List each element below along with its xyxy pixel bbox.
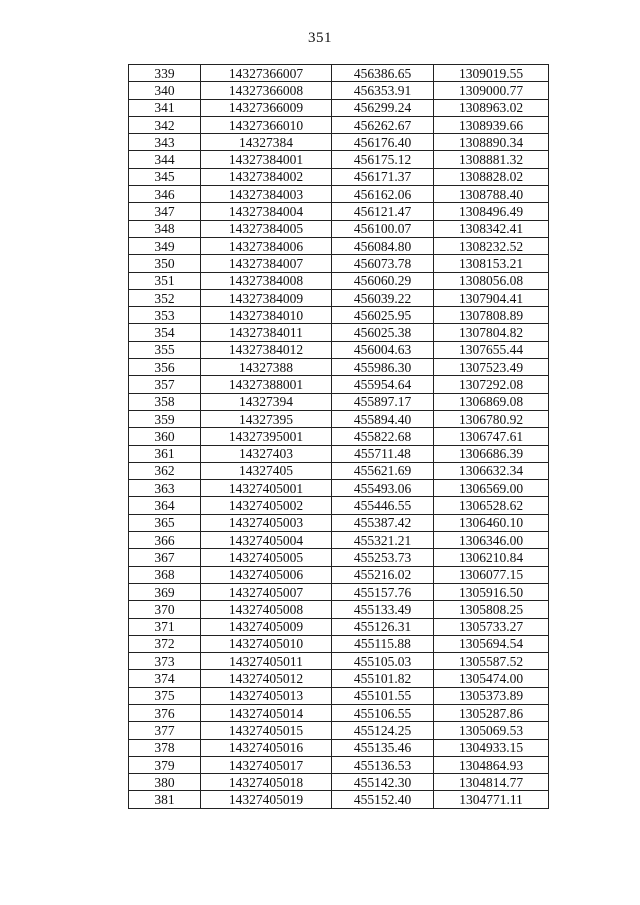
y-coordinate-cell: 1304864.93 (434, 756, 549, 773)
y-coordinate-cell: 1309000.77 (434, 82, 549, 99)
table-row (129, 220, 549, 237)
row-number-cell: 347 (129, 203, 201, 220)
point-id-cell: 14327384003 (201, 186, 332, 203)
table-row (129, 462, 549, 479)
y-coordinate-cell: 1306686.39 (434, 445, 549, 462)
table-row (129, 359, 549, 376)
table-row (129, 514, 549, 531)
row-number-cell: 364 (129, 497, 201, 514)
table-row (129, 722, 549, 739)
point-id-cell: 14327388001 (201, 376, 332, 393)
point-id-cell: 14327405017 (201, 756, 332, 773)
row-number-cell: 351 (129, 272, 201, 289)
point-id-cell: 14327405013 (201, 687, 332, 704)
y-coordinate-cell: 1305373.89 (434, 687, 549, 704)
y-coordinate-cell: 1306210.84 (434, 549, 549, 566)
row-number-cell: 346 (129, 186, 201, 203)
point-id-cell: 14327405010 (201, 635, 332, 652)
x-coordinate-cell: 456025.95 (332, 307, 434, 324)
x-coordinate-cell: 455897.17 (332, 393, 434, 410)
row-number-cell: 374 (129, 670, 201, 687)
y-coordinate-cell: 1306869.08 (434, 393, 549, 410)
row-number-cell: 341 (129, 99, 201, 116)
row-number-cell: 377 (129, 722, 201, 739)
y-coordinate-cell: 1306632.34 (434, 462, 549, 479)
row-number-cell: 380 (129, 774, 201, 791)
x-coordinate-cell: 455157.76 (332, 583, 434, 600)
point-id-cell: 14327384002 (201, 168, 332, 185)
y-coordinate-cell: 1307904.41 (434, 289, 549, 306)
point-id-cell: 14327405007 (201, 583, 332, 600)
x-coordinate-cell: 456004.63 (332, 341, 434, 358)
point-id-cell: 14327405001 (201, 480, 332, 497)
x-coordinate-cell: 455115.88 (332, 635, 434, 652)
table-row (129, 428, 549, 445)
table-row (129, 549, 549, 566)
row-number-cell: 339 (129, 65, 201, 82)
y-coordinate-cell: 1307523.49 (434, 359, 549, 376)
point-id-cell: 14327384005 (201, 220, 332, 237)
x-coordinate-cell: 455321.21 (332, 532, 434, 549)
table-row (129, 756, 549, 773)
y-coordinate-cell: 1308963.02 (434, 99, 549, 116)
row-number-cell: 376 (129, 704, 201, 721)
y-coordinate-cell: 1304814.77 (434, 774, 549, 791)
table-row (129, 116, 549, 133)
point-id-cell: 14327384010 (201, 307, 332, 324)
x-coordinate-cell: 456262.67 (332, 116, 434, 133)
row-number-cell: 355 (129, 341, 201, 358)
y-coordinate-cell: 1305916.50 (434, 583, 549, 600)
point-id-cell: 14327384006 (201, 237, 332, 254)
x-coordinate-cell: 456100.07 (332, 220, 434, 237)
row-number-cell: 381 (129, 791, 201, 808)
row-number-cell: 369 (129, 583, 201, 600)
row-number-cell: 370 (129, 601, 201, 618)
row-number-cell: 349 (129, 237, 201, 254)
row-number-cell: 371 (129, 618, 201, 635)
row-number-cell: 344 (129, 151, 201, 168)
point-id-cell: 14327384008 (201, 272, 332, 289)
table-row (129, 168, 549, 185)
point-id-cell: 14327405016 (201, 739, 332, 756)
row-number-cell: 373 (129, 653, 201, 670)
x-coordinate-cell: 455142.30 (332, 774, 434, 791)
y-coordinate-cell: 1306346.00 (434, 532, 549, 549)
point-id-cell: 14327384004 (201, 203, 332, 220)
x-coordinate-cell: 455133.49 (332, 601, 434, 618)
y-coordinate-cell: 1307655.44 (434, 341, 549, 358)
y-coordinate-cell: 1306747.61 (434, 428, 549, 445)
table-row (129, 307, 549, 324)
row-number-cell: 345 (129, 168, 201, 185)
point-id-cell: 14327366009 (201, 99, 332, 116)
x-coordinate-cell: 455387.42 (332, 514, 434, 531)
table-row (129, 670, 549, 687)
x-coordinate-cell: 456176.40 (332, 134, 434, 151)
table-row (129, 635, 549, 652)
x-coordinate-cell: 456121.47 (332, 203, 434, 220)
x-coordinate-cell: 456175.12 (332, 151, 434, 168)
point-id-cell: 14327384012 (201, 341, 332, 358)
y-coordinate-cell: 1305287.86 (434, 704, 549, 721)
y-coordinate-cell: 1305069.53 (434, 722, 549, 739)
table-row (129, 791, 549, 808)
row-number-cell: 378 (129, 739, 201, 756)
table-row (129, 341, 549, 358)
table-row (129, 237, 549, 254)
y-coordinate-cell: 1309019.55 (434, 65, 549, 82)
row-number-cell: 366 (129, 532, 201, 549)
table-row (129, 410, 549, 427)
table-row (129, 704, 549, 721)
x-coordinate-cell: 455493.06 (332, 480, 434, 497)
x-coordinate-cell: 456060.29 (332, 272, 434, 289)
y-coordinate-cell: 1308881.32 (434, 151, 549, 168)
table-row (129, 272, 549, 289)
x-coordinate-cell: 456084.80 (332, 237, 434, 254)
table-body (129, 65, 549, 809)
point-id-cell: 14327394 (201, 393, 332, 410)
table-row (129, 255, 549, 272)
y-coordinate-cell: 1304933.15 (434, 739, 549, 756)
point-id-cell: 14327403 (201, 445, 332, 462)
x-coordinate-cell: 455954.64 (332, 376, 434, 393)
x-coordinate-cell: 455894.40 (332, 410, 434, 427)
x-coordinate-cell: 455126.31 (332, 618, 434, 635)
row-number-cell: 365 (129, 514, 201, 531)
y-coordinate-cell: 1304771.11 (434, 791, 549, 808)
table-row (129, 82, 549, 99)
row-number-cell: 358 (129, 393, 201, 410)
table-row (129, 65, 549, 82)
table-row (129, 497, 549, 514)
x-coordinate-cell: 455136.53 (332, 756, 434, 773)
row-number-cell: 362 (129, 462, 201, 479)
point-id-cell: 14327366007 (201, 65, 332, 82)
table-row (129, 687, 549, 704)
table-row (129, 618, 549, 635)
y-coordinate-cell: 1308788.40 (434, 186, 549, 203)
y-coordinate-cell: 1308232.52 (434, 237, 549, 254)
y-coordinate-cell: 1308828.02 (434, 168, 549, 185)
point-id-cell: 14327366010 (201, 116, 332, 133)
x-coordinate-cell: 455711.48 (332, 445, 434, 462)
x-coordinate-cell: 455101.55 (332, 687, 434, 704)
point-id-cell: 14327405014 (201, 704, 332, 721)
x-coordinate-cell: 456025.38 (332, 324, 434, 341)
point-id-cell: 14327395 (201, 410, 332, 427)
x-coordinate-cell: 455446.55 (332, 497, 434, 514)
point-id-cell: 14327405015 (201, 722, 332, 739)
x-coordinate-cell: 456162.06 (332, 186, 434, 203)
y-coordinate-cell: 1305587.52 (434, 653, 549, 670)
row-number-cell: 375 (129, 687, 201, 704)
row-number-cell: 356 (129, 359, 201, 376)
table-row (129, 739, 549, 756)
x-coordinate-cell: 455986.30 (332, 359, 434, 376)
point-id-cell: 14327405019 (201, 791, 332, 808)
coordinate-table (128, 64, 549, 809)
row-number-cell: 361 (129, 445, 201, 462)
y-coordinate-cell: 1306780.92 (434, 410, 549, 427)
row-number-cell: 352 (129, 289, 201, 306)
row-number-cell: 379 (129, 756, 201, 773)
table-row (129, 376, 549, 393)
point-id-cell: 14327405005 (201, 549, 332, 566)
y-coordinate-cell: 1308939.66 (434, 116, 549, 133)
point-id-cell: 14327388 (201, 359, 332, 376)
table-row (129, 480, 549, 497)
row-number-cell: 368 (129, 566, 201, 583)
point-id-cell: 14327405018 (201, 774, 332, 791)
y-coordinate-cell: 1306528.62 (434, 497, 549, 514)
x-coordinate-cell: 456039.22 (332, 289, 434, 306)
row-number-cell: 363 (129, 480, 201, 497)
row-number-cell: 360 (129, 428, 201, 445)
point-id-cell: 14327384009 (201, 289, 332, 306)
y-coordinate-cell: 1305733.27 (434, 618, 549, 635)
point-id-cell: 14327384001 (201, 151, 332, 168)
table-row (129, 99, 549, 116)
table-row (129, 203, 549, 220)
y-coordinate-cell: 1308056.08 (434, 272, 549, 289)
table-row (129, 324, 549, 341)
y-coordinate-cell: 1308890.34 (434, 134, 549, 151)
y-coordinate-cell: 1306460.10 (434, 514, 549, 531)
y-coordinate-cell: 1305808.25 (434, 601, 549, 618)
table-row (129, 601, 549, 618)
page-number: 351 (308, 30, 332, 46)
y-coordinate-cell: 1308153.21 (434, 255, 549, 272)
point-id-cell: 14327384 (201, 134, 332, 151)
x-coordinate-cell: 455216.02 (332, 566, 434, 583)
table-row (129, 134, 549, 151)
table-row (129, 445, 549, 462)
table-row (129, 186, 549, 203)
x-coordinate-cell: 455621.69 (332, 462, 434, 479)
row-number-cell: 348 (129, 220, 201, 237)
x-coordinate-cell: 456171.37 (332, 168, 434, 185)
point-id-cell: 14327384011 (201, 324, 332, 341)
table-row (129, 289, 549, 306)
row-number-cell: 372 (129, 635, 201, 652)
y-coordinate-cell: 1307292.08 (434, 376, 549, 393)
y-coordinate-cell: 1305474.00 (434, 670, 549, 687)
x-coordinate-cell: 456073.78 (332, 255, 434, 272)
point-id-cell: 14327405009 (201, 618, 332, 635)
x-coordinate-cell: 455106.55 (332, 704, 434, 721)
x-coordinate-cell: 455135.46 (332, 739, 434, 756)
point-id-cell: 14327395001 (201, 428, 332, 445)
point-id-cell: 14327405004 (201, 532, 332, 549)
table-row (129, 393, 549, 410)
x-coordinate-cell: 455152.40 (332, 791, 434, 808)
row-number-cell: 367 (129, 549, 201, 566)
y-coordinate-cell: 1307808.89 (434, 307, 549, 324)
point-id-cell: 14327405006 (201, 566, 332, 583)
table-row (129, 774, 549, 791)
x-coordinate-cell: 455105.03 (332, 653, 434, 670)
x-coordinate-cell: 455253.73 (332, 549, 434, 566)
table-row (129, 151, 549, 168)
y-coordinate-cell: 1307804.82 (434, 324, 549, 341)
row-number-cell: 342 (129, 116, 201, 133)
point-id-cell: 14327405002 (201, 497, 332, 514)
y-coordinate-cell: 1308496.49 (434, 203, 549, 220)
x-coordinate-cell: 455101.82 (332, 670, 434, 687)
table-row (129, 532, 549, 549)
row-number-cell: 340 (129, 82, 201, 99)
row-number-cell: 357 (129, 376, 201, 393)
point-id-cell: 14327366008 (201, 82, 332, 99)
y-coordinate-cell: 1306569.00 (434, 480, 549, 497)
x-coordinate-cell: 456299.24 (332, 99, 434, 116)
row-number-cell: 359 (129, 410, 201, 427)
point-id-cell: 14327405011 (201, 653, 332, 670)
table-row (129, 566, 549, 583)
x-coordinate-cell: 456386.65 (332, 65, 434, 82)
row-number-cell: 350 (129, 255, 201, 272)
table-row (129, 583, 549, 600)
point-id-cell: 14327405 (201, 462, 332, 479)
row-number-cell: 353 (129, 307, 201, 324)
row-number-cell: 343 (129, 134, 201, 151)
table-row (129, 653, 549, 670)
point-id-cell: 14327384007 (201, 255, 332, 272)
x-coordinate-cell: 455124.25 (332, 722, 434, 739)
point-id-cell: 14327405003 (201, 514, 332, 531)
point-id-cell: 14327405008 (201, 601, 332, 618)
x-coordinate-cell: 455822.68 (332, 428, 434, 445)
y-coordinate-cell: 1306077.15 (434, 566, 549, 583)
row-number-cell: 354 (129, 324, 201, 341)
y-coordinate-cell: 1308342.41 (434, 220, 549, 237)
x-coordinate-cell: 456353.91 (332, 82, 434, 99)
point-id-cell: 14327405012 (201, 670, 332, 687)
y-coordinate-cell: 1305694.54 (434, 635, 549, 652)
